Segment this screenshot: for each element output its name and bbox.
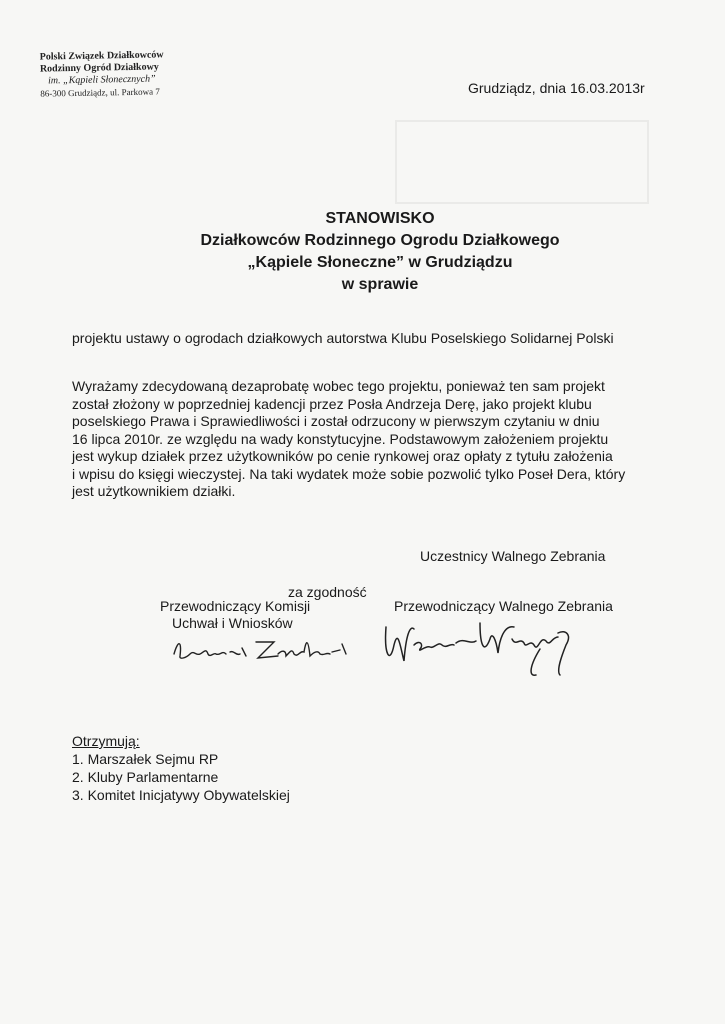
recipient-item: 3. Komitet Inicjatywy Obywatelskiej — [72, 787, 290, 803]
body-line: Wyrażamy zdecydowaną dezaprobatę wobec tego projektu, ponieważ ten sam projekt — [72, 378, 605, 394]
stamp-line-2: Rodzinny Ogród Działkowy — [39, 61, 159, 75]
heading-line-1: STANOWISKO — [325, 210, 435, 227]
body-line: poselskiego Prawa i Sprawiedliwości i został odrzucony w pierwszym czytaniu w dniu — [72, 413, 600, 429]
left-signatory-title — [160, 598, 310, 632]
participants-line: Uczestnicy Walnego Zebrania — [420, 548, 606, 564]
stamp-line-1: Polski Związek Działkowców — [39, 49, 164, 63]
left-title-line-2: Uchwał i Wniosków — [172, 615, 293, 631]
left-title-line-1: Przewodniczący Komisji — [160, 598, 311, 614]
body-line: został złożony w poprzedniej kadencji przez Posła Andrzeja Derę, jako projekt klubu — [72, 395, 592, 412]
body-line: jest wykup działek przez użytkowników po cenie rynkowej oraz opłaty z tytułu założenia — [72, 448, 613, 464]
stamp-line-3: im. „Kąpieli Słonecznych” — [48, 73, 156, 87]
body-paragraph — [72, 378, 672, 501]
subject-line: projektu ustawy o ogrodach działkowych autorstwa Klubu Poselskiego Solidarnej Polski — [72, 330, 614, 346]
document-date: Grudziądz, dnia 16.03.2013r — [468, 80, 645, 96]
stamp-line-4: 86-300 Grudziądz, ul. Parkowa 7 — [40, 86, 160, 99]
recipients-label: Otrzymują: — [72, 733, 140, 749]
body-line: jest użytkownikiem działki. — [72, 483, 236, 499]
right-handwritten-signature — [380, 615, 590, 690]
heading-line-4: w sprawie — [341, 276, 419, 293]
conformity-note: za zgodność — [288, 584, 367, 600]
faint-bleedthrough-mark — [395, 120, 649, 204]
organization-stamp — [40, 48, 221, 99]
body-line: 16 lipca 2010r. ze względu na wady konstytucyjne. Podstawowym założeniem projektu — [72, 430, 609, 447]
right-signatory-title: Przewodniczący Walnego Zebrania — [394, 598, 613, 614]
left-handwritten-signature — [170, 630, 360, 675]
document-heading — [100, 208, 660, 296]
body-line: i wpisu do księgi wieczystej. Na taki wydatek może sobie pozwolić tylko Poseł Dera, który — [72, 465, 626, 482]
recipient-item: 1. Marszałek Sejmu RP — [72, 751, 219, 767]
recipients-block — [72, 732, 290, 804]
heading-line-2: Działkowców Rodzinnego Ogrodu Działkowego — [200, 232, 560, 249]
heading-line-3: „Kąpiele Słoneczne” w Grudziądzu — [247, 254, 513, 271]
recipient-item: 2. Kluby Parlamentarne — [72, 769, 219, 785]
